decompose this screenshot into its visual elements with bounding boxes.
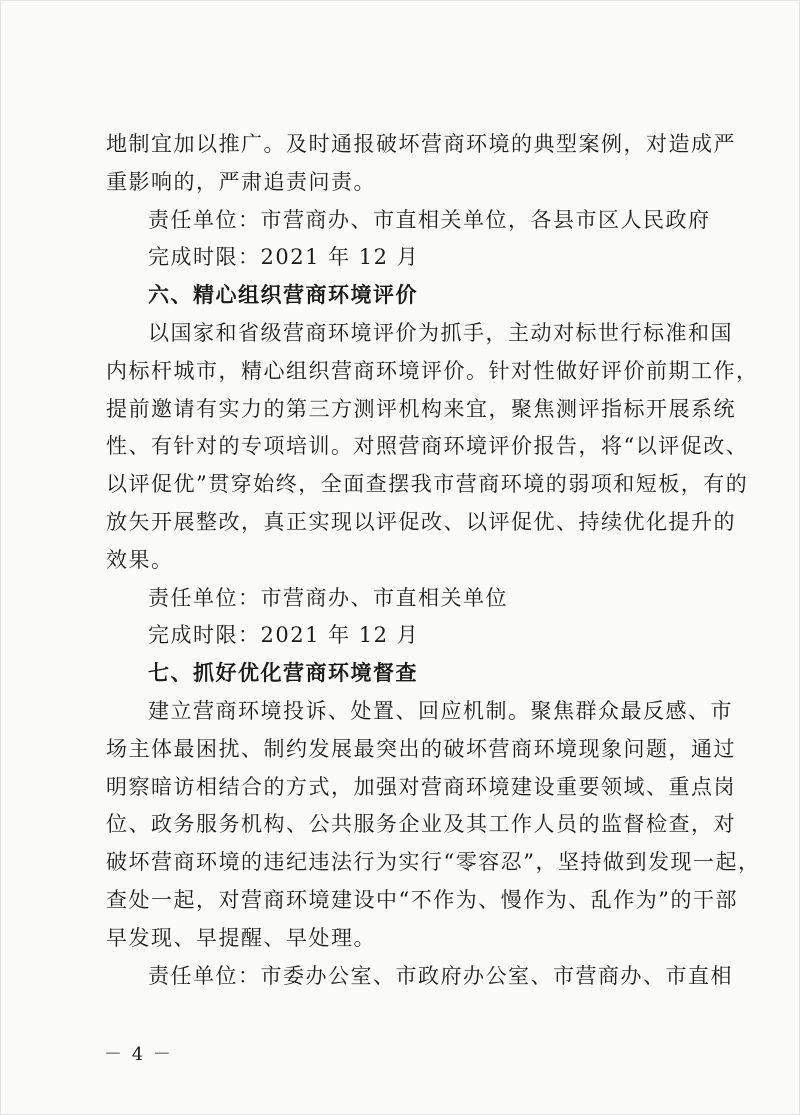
section-heading-7: 七、抓好优化营商环境督查 xyxy=(148,661,418,686)
paragraph-line: 查处一起，对营商环境建设中“不作为、慢作为、乱作为”的干部 xyxy=(106,887,738,912)
paragraph-line: 提前邀请有实力的第三方测评机构来宜，聚焦测评指标开展系统 xyxy=(106,396,736,421)
paragraph-line: 场主体最困扰、制约发展最突出的破坏营商环境现象问题，通过 xyxy=(106,736,736,761)
paragraph-line: 位、政务服务机构、公共服务企业及其工作人员的监督检查，对 xyxy=(106,812,736,837)
paragraph-line: 建立营商环境投诉、处置、回应机制。聚焦群众最反感、市 xyxy=(148,698,733,723)
paragraph-line: 放矢开展整改，真正实现以评促改、以评促优、持续优化提升的 xyxy=(106,509,736,534)
paragraph-line: 以评促优”贯穿始终，全面查摆我市营商环境的弱项和短板，有的 xyxy=(106,472,749,497)
paragraph-line: 效果。 xyxy=(106,547,174,572)
paragraph-line: 明察暗访相结合的方式，加强对营商环境建设重要领域、重点岗 xyxy=(106,774,736,799)
body-text xyxy=(106,126,761,995)
paragraph-line: 性、有针对的专项培训。对照营商环境评价报告，将“以评促改、 xyxy=(106,434,749,459)
responsible-unit-line: 责任单位：市营商办、市直相关单位，各县市区人民政府 xyxy=(148,207,711,232)
paragraph-line: 重影响的，严肃追责问责。 xyxy=(106,169,376,194)
deadline-line: 完成时限：2021 年 12 月 xyxy=(148,245,420,270)
paragraph-line: 早发现、早提醒、早处理。 xyxy=(106,925,376,950)
responsible-unit-line: 责任单位：市委办公室、市政府办公室、市营商办、市直相 xyxy=(148,963,733,988)
deadline-line: 完成时限：2021 年 12 月 xyxy=(148,623,420,648)
section-heading-6: 六、精心组织营商环境评价 xyxy=(148,283,418,308)
responsible-unit-line: 责任单位：市营商办、市直相关单位 xyxy=(148,585,508,610)
page-number: － 4 － xyxy=(104,1044,173,1065)
paragraph-line: 内标杆城市，精心组织营商环境评价。针对性做好评价前期工作， xyxy=(106,358,759,383)
paragraph-line: 地制宜加以推广。及时通报破坏营商环境的典型案例，对造成严 xyxy=(106,132,736,156)
paragraph-line: 以国家和省级营商环境评价为抓手，主动对标世行标准和国 xyxy=(148,320,733,345)
paragraph-line: 破坏营商环境的违纪违法行为实行“零容忍”，坚持做到发现一起， xyxy=(106,850,761,875)
